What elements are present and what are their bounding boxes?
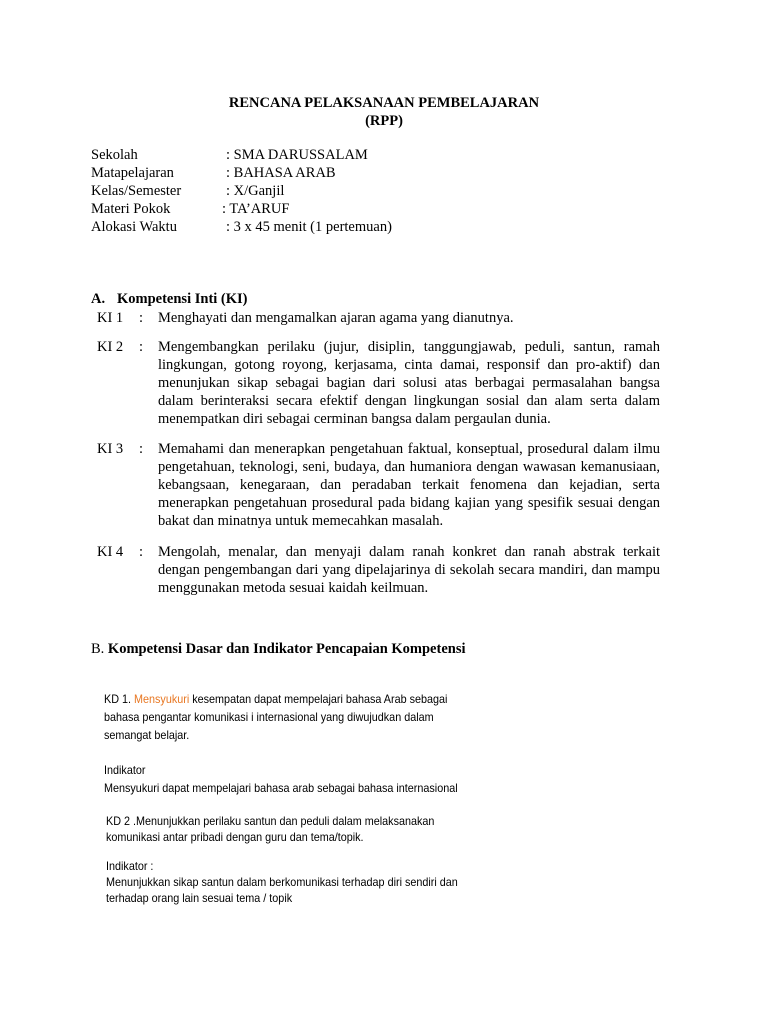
kd2-line1: KD 2 .Menunjukkan perilaku santun dan peduli dalam melaksanakan [106,814,435,828]
info-value: : TA’ARUF [222,201,290,217]
info-label: Matapelajaran [91,165,174,181]
info-label: Alokasi Waktu [91,219,177,235]
section-letter: B. [91,641,105,657]
ki-item [97,338,660,428]
ki-text: Mengolah, menalar, dan menyaji dalam ranah konkret dan ranah abstrak terkait dengan pengembangan dari yang dipelajarinya di sekolah secara mandiri, dan mampu menggunakan metoda sesuai kaidah keilmuan. [158,544,660,596]
indikator2-line1: Menunjukkan sikap santun dalam berkomunikasi terhadap diri sendiri dan [106,875,458,889]
kd1-block [104,690,447,744]
ki-text: Menghayati dan mengamalkan ajaran agama yang dianutnya. [158,310,514,326]
ki-item [97,440,660,530]
section-a-heading [91,290,248,308]
kd1-line1 [104,690,447,708]
ki-label: KI 2 [97,339,124,355]
section-title: Kompetensi Inti (KI) [117,291,248,307]
ki-colon: : [139,339,144,355]
info-label: Kelas/Semester [91,183,182,199]
indikator2-line2: terhadap orang lain sesuai tema / topik [106,891,293,905]
ki-text: Mengembangkan perilaku (jujur, disiplin, tanggungjawab, peduli, santun, ramah lingkungan, gotong royong, kerjasama, cinta damai, responsif dan pro-aktif) dan menunjukan sikap sebagai bagian dari solusi atas berbagai permasalahan bangsa dalam berinteraksi secara efektif dengan lingkungan sosial dan alam serta dalam menempatkan diri sebagai cerminan bangsa dalam pergaulan dunia. [158,339,660,427]
section-title: Kompetensi Dasar dan Indikator Pencapaian Kompetensi [107,641,466,657]
kd1-line1-rest: kesempatan dapat mempelajari bahasa Arab sebagai [189,692,448,706]
ki-label: KI 1 [97,310,124,326]
document-title: RENCANA PELAKSANAAN PEMBELAJARAN [228,95,540,111]
ki-colon: : [139,544,144,560]
kd2-line2: komunikasi antar pribadi dengan guru dan tema/topik. [106,830,364,844]
ki-item [97,309,660,327]
indikator1-label: Indikator [104,763,146,777]
ki-item [97,543,660,597]
ki-colon: : [139,441,144,457]
info-value: : X/Ganjil [226,183,285,199]
ki-label: KI 4 [97,544,124,560]
indikator2-label: Indikator : [106,859,154,873]
info-value: : BAHASA ARAB [226,165,336,181]
info-label: Sekolah [91,147,138,163]
indikator2-block [106,858,458,906]
indikator1-text: Mensyukuri dapat mempelajari bahasa arab sebagai bahasa internasional [104,781,458,795]
kd1-line3: semangat belajar. [104,728,190,742]
kd1-highlight: Mensyukuri [134,692,190,706]
ki-label: KI 3 [97,441,124,457]
ki-colon: : [139,310,144,326]
section-letter: A. [91,291,106,307]
indikator1-block [104,761,458,797]
info-value: : SMA DARUSSALAM [226,147,368,163]
info-label: Materi Pokok [91,201,171,217]
kd2-block [106,813,434,845]
ki-text: Memahami dan menerapkan pengetahuan faktual, konseptual, prosedural dalam ilmu pengetahuan, teknologi, seni, budaya, dan humaniora dengan wawasan kemanusiaan, kebangsaan, kenegaraan, dan peradaban terkait fenomena dan kejadian, serta menerapkan pengetahuan prosedural pada bidang kajian yang spesifik sesuai dengan bakat dan minatnya untuk memecahkan masalah. [158,441,660,529]
kd1-prefix: KD 1. [104,692,135,706]
section-b-heading [91,640,466,658]
info-value: : 3 x 45 menit (1 pertemuan) [226,219,392,235]
kd1-line2: bahasa pengantar komunikasi i internasional yang diwujudkan dalam [104,710,434,724]
document-subtitle: (RPP) [365,113,403,129]
